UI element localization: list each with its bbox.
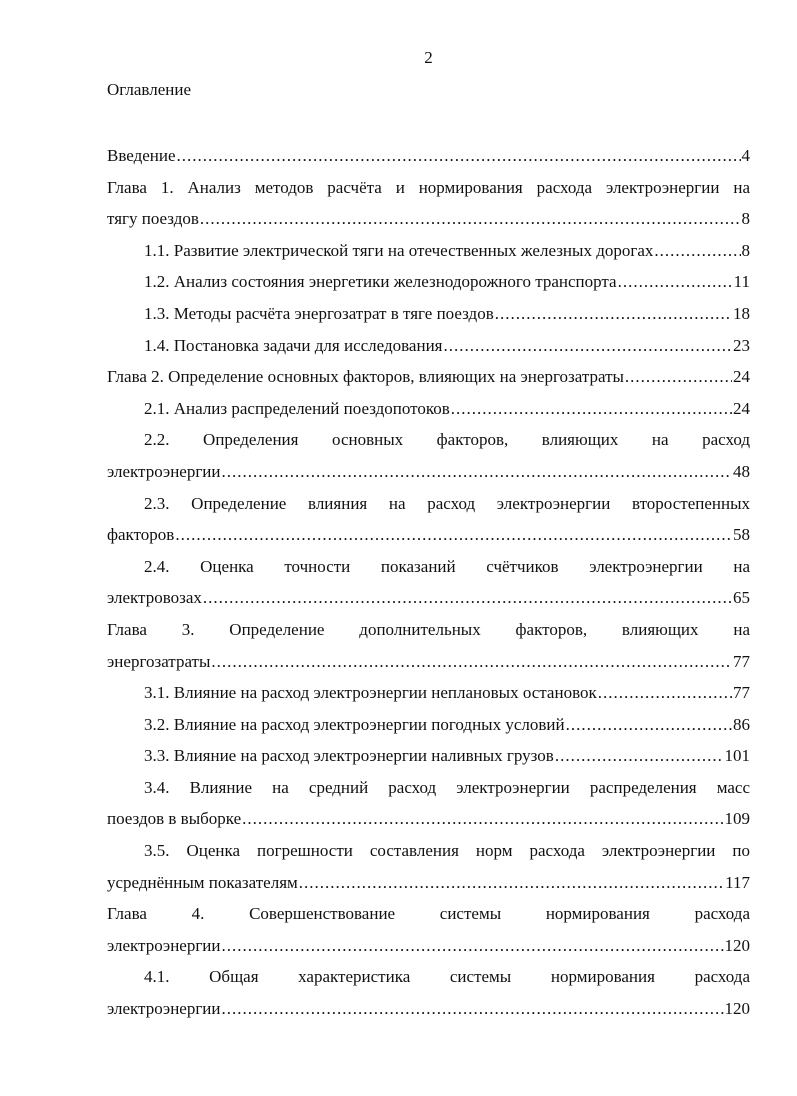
table-of-contents [107, 140, 750, 1025]
toc-entry-page: 120 [724, 935, 750, 955]
dot-leader [200, 203, 741, 235]
toc-entry-page: 18 [733, 303, 750, 323]
toc-entry-chapter-2[interactable] [107, 361, 750, 393]
toc-entry-title: Введение [107, 146, 176, 165]
toc-entry-title: 2.1. Анализ распределений поездопотоков [144, 398, 450, 418]
toc-entry-page: 24 [733, 398, 750, 418]
toc-entry-page: 117 [725, 872, 750, 892]
toc-entry-title-continued: факторов [107, 525, 175, 545]
toc-entry-title: Глава 3. Определение дополнительных факторов, влияющих на [107, 619, 750, 639]
toc-entry-title-continued: поездов в выборке [107, 809, 242, 829]
dot-leader [598, 677, 732, 709]
dot-leader [222, 456, 732, 488]
toc-entry-title-continued: электроэнергии [107, 999, 221, 1019]
dot-leader [566, 709, 732, 741]
toc-entry-title: Глава 4. Совершенствование системы нормирования расхода [107, 904, 750, 924]
toc-entry-title: 2.2. Определения основных факторов, влияющих на расход [144, 430, 750, 450]
toc-entry-title: 3.2. Влияние на расход электроэнергии погодных условий [144, 714, 565, 734]
toc-entry-page: 58 [733, 525, 750, 545]
dot-leader [242, 803, 723, 835]
toc-entry-title: 1.2. Анализ состояния энергетики железнодорожного транспорта [144, 272, 617, 292]
toc-entry-title: 3.1. Влияние на расход электроэнергии неплановых остановок [144, 683, 597, 703]
dot-leader [555, 740, 724, 772]
toc-entry-page: 120 [724, 999, 750, 1019]
dot-leader [177, 140, 741, 172]
toc-entry-title: 2.3. Определение влияния на расход электроэнергии второстепенных [144, 493, 750, 513]
toc-entry-page: 86 [733, 714, 750, 734]
dot-leader [211, 646, 732, 678]
dot-leader [654, 235, 740, 267]
toc-entry-page: 48 [733, 461, 750, 481]
toc-entry-page: 101 [724, 746, 750, 766]
toc-entry-page: 11 [733, 272, 750, 292]
toc-entry-section-2-1[interactable] [107, 393, 750, 425]
toc-entry-title: 3.3. Влияние на расход электроэнергии наливных грузов [144, 746, 554, 766]
toc-entry-section-1-2[interactable] [107, 266, 750, 298]
toc-entry-title-continued: электроэнергии [107, 461, 221, 481]
toc-entry-section-3-2[interactable] [107, 709, 750, 741]
toc-entry-title: Глава 1. Анализ методов расчёта и нормирования расхода электроэнергии на [107, 177, 750, 197]
dot-leader [175, 519, 732, 551]
dot-leader [625, 361, 732, 393]
toc-entry-title-continued: электровозах [107, 588, 202, 608]
dot-leader [618, 266, 733, 298]
toc-entry-title: 1.3. Методы расчёта энергозатрат в тяге поездов [144, 303, 494, 323]
toc-entry-section-3-3[interactable] [107, 740, 750, 772]
toc-entry-introduction[interactable] [107, 140, 750, 172]
toc-entry-page: 8 [741, 240, 750, 260]
toc-entry-title: 1.1. Развитие электрической тяги на отечественных железных дорогах [144, 240, 654, 260]
toc-entry-section-2-4[interactable] [107, 551, 750, 614]
toc-entry-title: Глава 2. Определение основных факторов, влияющих на энергозатраты [107, 367, 624, 387]
toc-entry-page: 77 [733, 683, 750, 703]
toc-entry-section-4-1[interactable] [107, 961, 750, 1024]
toc-entry-section-2-2[interactable] [107, 424, 750, 487]
toc-entry-title: 3.5. Оценка погрешности составления норм расхода электроэнергии по [144, 841, 750, 861]
dot-leader [203, 582, 732, 614]
dot-leader [443, 330, 732, 362]
toc-entry-chapter-4[interactable] [107, 898, 750, 961]
toc-entry-section-2-3[interactable] [107, 488, 750, 551]
toc-entry-title: 1.4. Постановка задачи для исследования [144, 335, 443, 355]
toc-entry-title-continued: усреднённым показателям [107, 872, 298, 892]
toc-entry-page: 65 [733, 588, 750, 608]
toc-entry-page: 8 [741, 209, 750, 229]
toc-entry-section-3-5[interactable] [107, 835, 750, 898]
toc-entry-page: 24 [733, 367, 750, 387]
toc-entry-section-3-1[interactable] [107, 677, 750, 709]
dot-leader [299, 867, 724, 899]
toc-entry-page: 4 [741, 146, 750, 165]
toc-entry-section-1-1[interactable] [107, 235, 750, 267]
toc-heading: Оглавление [107, 80, 191, 99]
dot-leader [222, 993, 724, 1025]
page-number: 2 [424, 48, 433, 67]
toc-entry-section-1-4[interactable] [107, 330, 750, 362]
toc-entry-chapter-3[interactable] [107, 614, 750, 677]
toc-entry-page: 77 [733, 651, 750, 671]
toc-entry-section-1-3[interactable] [107, 298, 750, 330]
toc-entry-title-continued: энергозатраты [107, 651, 211, 671]
toc-entry-title-continued: электроэнергии [107, 935, 221, 955]
toc-entry-page: 23 [733, 335, 750, 355]
toc-entry-title: 4.1. Общая характеристика системы нормирования расхода [144, 967, 750, 987]
toc-entry-title-continued: тягу поездов [107, 209, 199, 229]
toc-entry-section-3-4[interactable] [107, 772, 750, 835]
toc-entry-title: 2.4. Оценка точности показаний счётчиков электроэнергии на [144, 556, 750, 576]
dot-leader [495, 298, 732, 330]
toc-entry-chapter-1[interactable] [107, 172, 750, 235]
dot-leader [451, 393, 732, 425]
toc-entry-page: 109 [724, 809, 750, 829]
dot-leader [222, 930, 724, 962]
toc-entry-title: 3.4. Влияние на средний расход электроэнергии распределения масс [144, 777, 750, 797]
